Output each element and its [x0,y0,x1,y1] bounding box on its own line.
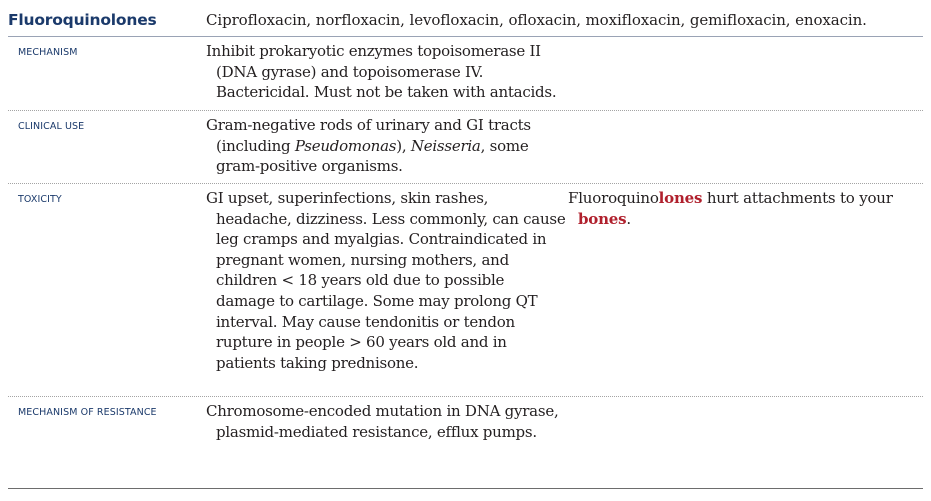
section-label-resistance: MECHANISM OF RESISTANCE [18,407,157,418]
organism-pseudomonas: Pseudomonas [294,136,397,155]
section-label-mechanism: MECHANISM [18,47,78,58]
section-text-mechanism [206,41,566,103]
clinical-use-text-3: , some gram-positive organisms. [216,136,529,176]
section-text-toxicity [206,188,566,373]
section-text-clinical-use [206,115,566,177]
mnemonic-paragraph [568,188,908,229]
section-clinical-use [8,111,923,184]
mnemonic-text-3: . [626,209,631,228]
section-text-resistance [206,401,566,442]
toxicity-paragraph: GI upset, superinfections, skin rashes, headache, dizziness. Less commonly, can cause leg cramps and myalgias. Contraindicated in pregnant women, nursing mothers, and children < 18 years old due to possible damage to cartilage. Some may prolong QT interval. May cause tendonitis or tendon rupture in people > 60 years old and in patients taking prednisone. [206,189,566,372]
topic-drug-list: Ciprofloxacin, norfloxacin, levofloxacin, ofloxacin, moxifloxacin, gemifloxacin, enoxacin. [206,11,867,29]
mnemonic-highlight-bones: bones [578,209,627,228]
section-label-toxicity: TOXICITY [18,194,62,205]
bottom-rule [8,488,923,489]
topic-header-row [8,0,923,37]
section-resistance [8,397,923,487]
clinical-use-text-1: Gram-negative rods of urinary and GI tracts (including [206,116,531,155]
clinical-use-paragraph [206,115,566,177]
clinical-use-text-2: ), [396,136,411,155]
resistance-paragraph: Chromosome-encoded mutation in DNA gyrase, plasmid-mediated resistance, efflux pumps. [206,402,559,441]
mnemonic-text-1: Fluoroquino [568,189,659,207]
section-label-clinical-use: CLINICAL USE [18,121,85,132]
mnemonic-highlight-lones: lones [658,189,703,207]
topic-title: Fluoroquinolones [8,11,157,29]
toxicity-mnemonic [568,188,908,229]
section-toxicity [8,184,923,397]
mnemonic-text-2: hurt attachments to your [702,189,893,207]
section-mechanism [8,37,923,111]
mechanism-paragraph: Inhibit prokaryotic enzymes topoisomerase II (DNA gyrase) and topoisomerase IV. Bactericidal. Must not be taken with antacids. [206,42,557,102]
drug-reference-table [8,0,923,501]
organism-neisseria: Neisseria [410,136,481,155]
